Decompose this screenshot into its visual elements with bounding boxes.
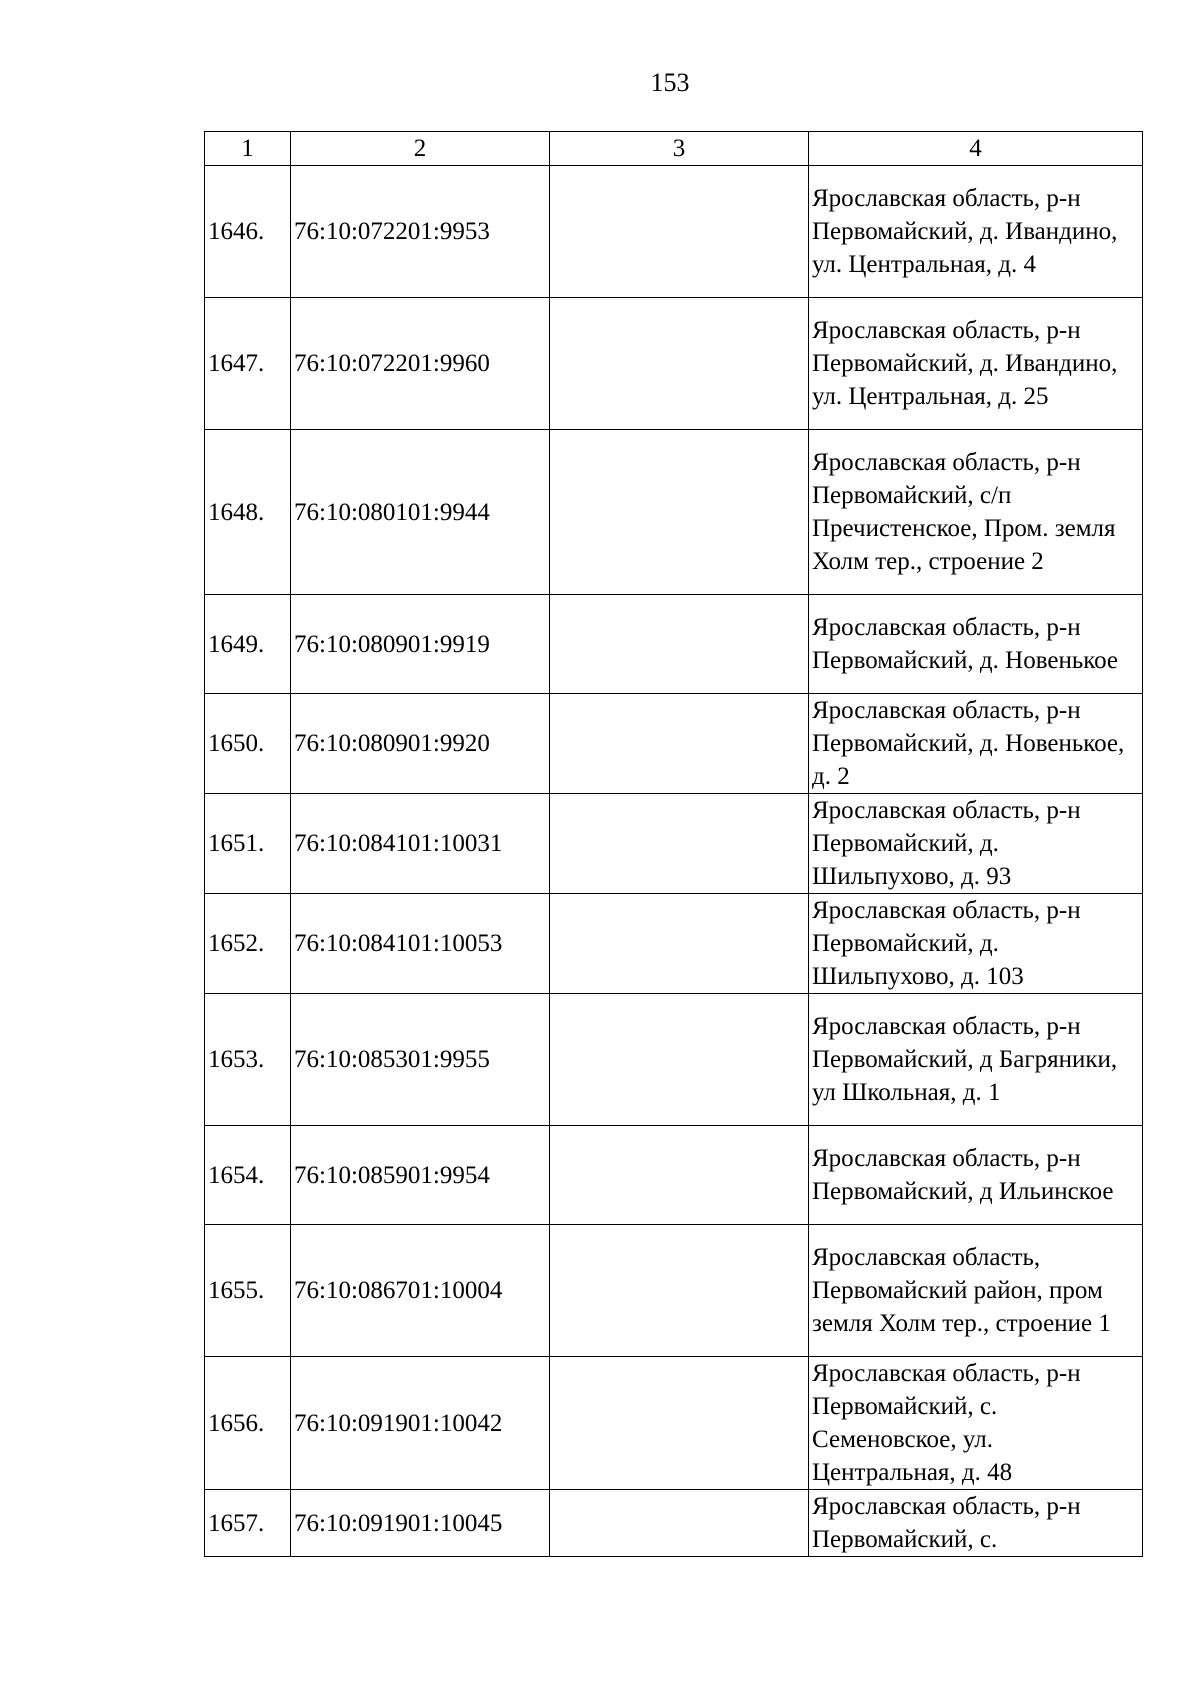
table-row [205, 794, 1143, 894]
address: Ярославская область, р-н Первомайский, д. Ивандино, ул. Центральная, д. 4 [809, 166, 1143, 298]
cadastral-number: 76:10:085301:9955 [291, 994, 550, 1126]
row-number: 1651. [205, 794, 291, 894]
empty-cell [550, 430, 809, 595]
address: Ярославская область, р-н Первомайский, д. Ивандино, ул. Центральная, д. 25 [809, 298, 1143, 430]
cadastral-number: 76:10:091901:10045 [291, 1490, 550, 1557]
row-number: 1654. [205, 1126, 291, 1225]
cadastral-number: 76:10:080901:9919 [291, 595, 550, 694]
empty-cell [550, 994, 809, 1126]
row-number: 1655. [205, 1225, 291, 1357]
cadastral-number: 76:10:084101:10031 [291, 794, 550, 894]
header-col-3: 3 [550, 132, 809, 166]
empty-cell [550, 1357, 809, 1490]
table-row [205, 595, 1143, 694]
cadastral-number: 76:10:084101:10053 [291, 894, 550, 994]
table-row [205, 994, 1143, 1126]
address: Ярославская область, р-н Первомайский, д. Шильпухово, д. 93 [809, 794, 1143, 894]
empty-cell [550, 894, 809, 994]
empty-cell [550, 794, 809, 894]
cadastral-number: 76:10:072201:9960 [291, 298, 550, 430]
cadastral-number: 76:10:080101:9944 [291, 430, 550, 595]
row-number: 1650. [205, 694, 291, 794]
cadastral-number: 76:10:085901:9954 [291, 1126, 550, 1225]
table-row [205, 298, 1143, 430]
table-header-row [205, 132, 1143, 166]
address: Ярославская область, р-н Первомайский, с/п Пречистенское, Пром. земля Холм тер., строение 2 [809, 430, 1143, 595]
row-number: 1647. [205, 298, 291, 430]
empty-cell [550, 1225, 809, 1357]
table-row [205, 1225, 1143, 1357]
table-row [205, 894, 1143, 994]
empty-cell [550, 166, 809, 298]
empty-cell [550, 1490, 809, 1557]
address: Ярославская область, р-н Первомайский, д. Новенькое [809, 595, 1143, 694]
row-number: 1653. [205, 994, 291, 1126]
cadastral-number: 76:10:091901:10042 [291, 1357, 550, 1490]
empty-cell [550, 694, 809, 794]
address: Ярославская область, р-н Первомайский, с. Семеновское, ул. Центральная, д. 48 [809, 1357, 1143, 1490]
row-number: 1652. [205, 894, 291, 994]
page-number: 153 [650, 68, 690, 97]
table-row [205, 430, 1143, 595]
row-number: 1657. [205, 1490, 291, 1557]
cadastral-number: 76:10:072201:9953 [291, 166, 550, 298]
cadastral-number: 76:10:080901:9920 [291, 694, 550, 794]
header-col-1: 1 [205, 132, 291, 166]
row-number: 1648. [205, 430, 291, 595]
address: Ярославская область, р-н Первомайский, д. Новенькое, д. 2 [809, 694, 1143, 794]
cadastral-number: 76:10:086701:10004 [291, 1225, 550, 1357]
empty-cell [550, 1126, 809, 1225]
address: Ярославская область, р-н Первомайский, д Ильинское [809, 1126, 1143, 1225]
address: Ярославская область, р-н Первомайский, с. [809, 1490, 1143, 1557]
address: Ярославская область, р-н Первомайский, д. Шильпухово, д. 103 [809, 894, 1143, 994]
table-row [205, 1490, 1143, 1557]
row-number: 1649. [205, 595, 291, 694]
header-col-2: 2 [291, 132, 550, 166]
table-row [205, 1126, 1143, 1225]
row-number: 1656. [205, 1357, 291, 1490]
table-row [205, 694, 1143, 794]
address: Ярославская область, Первомайский район, пром земля Холм тер., строение 1 [809, 1225, 1143, 1357]
empty-cell [550, 298, 809, 430]
table-row [205, 1357, 1143, 1490]
empty-cell [550, 595, 809, 694]
header-col-4: 4 [809, 132, 1143, 166]
registry-table [204, 131, 1143, 1557]
table-row [205, 166, 1143, 298]
row-number: 1646. [205, 166, 291, 298]
address: Ярославская область, р-н Первомайский, д Багряники, ул Школьная, д. 1 [809, 994, 1143, 1126]
